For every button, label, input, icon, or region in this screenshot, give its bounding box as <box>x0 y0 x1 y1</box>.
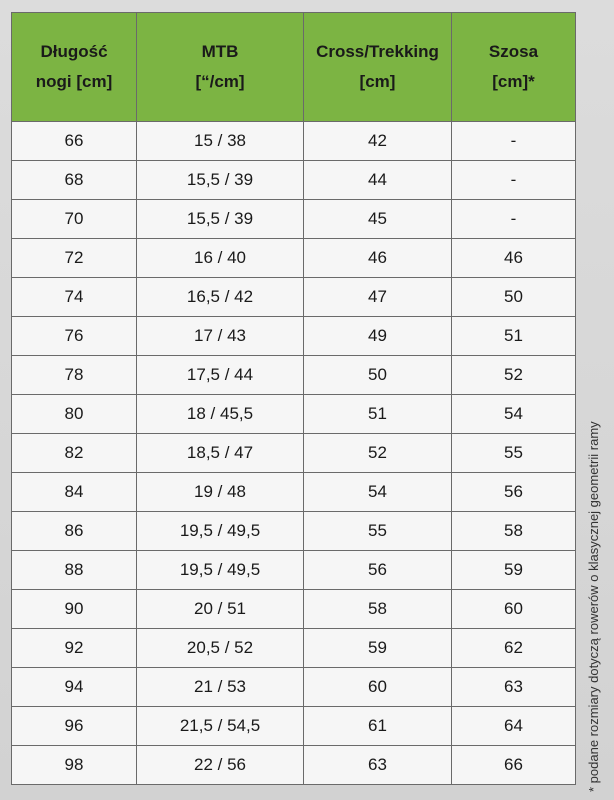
table-row <box>12 512 576 551</box>
cell-mtb: 21 / 53 <box>137 668 304 707</box>
cell-leg-length: 98 <box>12 746 137 785</box>
header-road-line2: [cm]* <box>492 72 535 91</box>
cell-cross-trekking: 42 <box>304 122 452 161</box>
cell-road: 60 <box>452 590 576 629</box>
cell-mtb: 19,5 / 49,5 <box>137 551 304 590</box>
cell-mtb: 15,5 / 39 <box>137 200 304 239</box>
cell-road: - <box>452 200 576 239</box>
cell-leg-length: 84 <box>12 473 137 512</box>
table-row <box>12 122 576 161</box>
cell-cross-trekking: 50 <box>304 356 452 395</box>
cell-road: 52 <box>452 356 576 395</box>
cell-leg-length: 96 <box>12 707 137 746</box>
cell-road: 66 <box>452 746 576 785</box>
cell-cross-trekking: 56 <box>304 551 452 590</box>
cell-road: 55 <box>452 434 576 473</box>
cell-road: 62 <box>452 629 576 668</box>
cell-road: 56 <box>452 473 576 512</box>
cell-leg-length: 78 <box>12 356 137 395</box>
cell-leg-length: 86 <box>12 512 137 551</box>
size-table-container <box>11 12 575 785</box>
table-row <box>12 746 576 785</box>
cell-road: 54 <box>452 395 576 434</box>
cell-cross-trekking: 44 <box>304 161 452 200</box>
cell-road: 64 <box>452 707 576 746</box>
bike-size-table <box>11 12 576 785</box>
cell-mtb: 21,5 / 54,5 <box>137 707 304 746</box>
cell-leg-length: 92 <box>12 629 137 668</box>
cell-leg-length: 68 <box>12 161 137 200</box>
cell-leg-length: 66 <box>12 122 137 161</box>
table-row <box>12 707 576 746</box>
table-row <box>12 356 576 395</box>
cell-mtb: 18 / 45,5 <box>137 395 304 434</box>
cell-road: - <box>452 161 576 200</box>
table-body <box>12 122 576 785</box>
cell-mtb: 22 / 56 <box>137 746 304 785</box>
table-row <box>12 590 576 629</box>
cell-road: 46 <box>452 239 576 278</box>
cell-road: 50 <box>452 278 576 317</box>
cell-leg-length: 70 <box>12 200 137 239</box>
cell-leg-length: 74 <box>12 278 137 317</box>
table-row <box>12 239 576 278</box>
header-road <box>452 13 576 122</box>
cell-cross-trekking: 55 <box>304 512 452 551</box>
table-row <box>12 317 576 356</box>
cell-leg-length: 82 <box>12 434 137 473</box>
cell-leg-length: 94 <box>12 668 137 707</box>
cell-cross-trekking: 49 <box>304 317 452 356</box>
table-row <box>12 395 576 434</box>
cell-mtb: 15 / 38 <box>137 122 304 161</box>
table-row <box>12 161 576 200</box>
cell-cross-trekking: 63 <box>304 746 452 785</box>
table-row <box>12 551 576 590</box>
header-cross-trekking-line2: [cm] <box>359 72 396 91</box>
header-mtb-line2: [“/cm] <box>195 72 245 91</box>
table-row <box>12 473 576 512</box>
cell-leg-length: 76 <box>12 317 137 356</box>
header-cross-trekking <box>304 13 452 122</box>
cell-mtb: 20,5 / 52 <box>137 629 304 668</box>
cell-leg-length: 80 <box>12 395 137 434</box>
header-row <box>12 13 576 122</box>
cell-cross-trekking: 54 <box>304 473 452 512</box>
cell-cross-trekking: 61 <box>304 707 452 746</box>
cell-road: - <box>452 122 576 161</box>
cell-mtb: 16 / 40 <box>137 239 304 278</box>
cell-cross-trekking: 52 <box>304 434 452 473</box>
cell-cross-trekking: 45 <box>304 200 452 239</box>
cell-mtb: 20 / 51 <box>137 590 304 629</box>
table-header <box>12 13 576 122</box>
cell-road: 63 <box>452 668 576 707</box>
cell-cross-trekking: 60 <box>304 668 452 707</box>
cell-leg-length: 72 <box>12 239 137 278</box>
cell-mtb: 18,5 / 47 <box>137 434 304 473</box>
cell-mtb: 19,5 / 49,5 <box>137 512 304 551</box>
cell-cross-trekking: 47 <box>304 278 452 317</box>
cell-road: 59 <box>452 551 576 590</box>
cell-leg-length: 88 <box>12 551 137 590</box>
table-row <box>12 278 576 317</box>
header-leg-length-line2: nogi [cm] <box>35 72 113 91</box>
cell-mtb: 17 / 43 <box>137 317 304 356</box>
header-leg-length-line1: Długość <box>40 42 108 61</box>
cell-mtb: 17,5 / 44 <box>137 356 304 395</box>
header-mtb <box>137 13 304 122</box>
table-row <box>12 200 576 239</box>
cell-cross-trekking: 51 <box>304 395 452 434</box>
table-row <box>12 629 576 668</box>
footnote: * podane rozmiary dotyczą rowerów o klasycznej geometrii ramy <box>586 421 601 792</box>
cell-mtb: 19 / 48 <box>137 473 304 512</box>
cell-road: 51 <box>452 317 576 356</box>
table-row <box>12 434 576 473</box>
header-mtb-line1: MTB <box>201 42 239 61</box>
header-cross-trekking-line1: Cross/Trekking <box>316 42 439 61</box>
table-row <box>12 668 576 707</box>
cell-mtb: 15,5 / 39 <box>137 161 304 200</box>
cell-cross-trekking: 46 <box>304 239 452 278</box>
cell-road: 58 <box>452 512 576 551</box>
header-leg-length <box>12 13 137 122</box>
cell-mtb: 16,5 / 42 <box>137 278 304 317</box>
cell-cross-trekking: 59 <box>304 629 452 668</box>
cell-leg-length: 90 <box>12 590 137 629</box>
cell-cross-trekking: 58 <box>304 590 452 629</box>
header-road-line1: Szosa <box>488 42 539 61</box>
